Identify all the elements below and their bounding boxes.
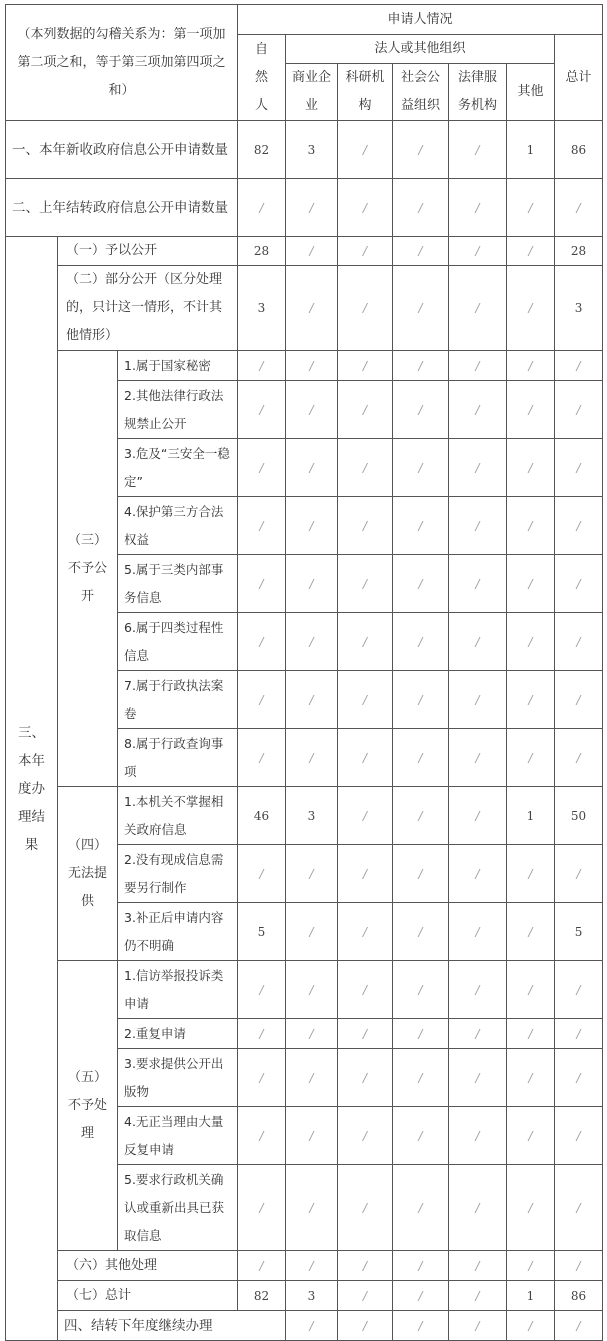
item-not-disclosed-6-label: 6.属于四类过程性信息 bbox=[118, 613, 238, 671]
row-results-total-natural-person-value: 82 bbox=[238, 1281, 286, 1311]
row-new-applications-research-value: / bbox=[338, 121, 393, 179]
row-carried-over-legal-service-value: / bbox=[449, 179, 507, 237]
item-not-processed-4-total-value: / bbox=[555, 1107, 603, 1165]
item-not-disclosed-4-natural-person-value: / bbox=[238, 497, 286, 555]
header-applicant: 申请人情况 bbox=[238, 5, 603, 35]
row-results-total-legal-service-value: / bbox=[449, 1281, 507, 1311]
item-not-disclosed-1-legal-service-value: / bbox=[449, 351, 507, 381]
item-not-processed-3-natural-person-value: / bbox=[238, 1049, 286, 1107]
row-partial-commercial-value: / bbox=[286, 266, 338, 351]
row-results-total-total-value: 86 bbox=[555, 1281, 603, 1311]
item-unable-provide-3-social-value: / bbox=[393, 903, 449, 961]
item-not-disclosed-5-label: 5.属于三类内部事务信息 bbox=[118, 555, 238, 613]
item-not-disclosed-2-legal-service-value: / bbox=[449, 381, 507, 439]
item-not-disclosed-4-total-value: / bbox=[555, 497, 603, 555]
row-carry-forward-label: 四、结转下年度继续办理 bbox=[58, 1311, 286, 1341]
item-not-disclosed-2-research-value: / bbox=[338, 381, 393, 439]
item-not-disclosed-6-legal-service-value: / bbox=[449, 613, 507, 671]
item-unable-provide-2-social-value: / bbox=[393, 845, 449, 903]
item-not-disclosed-5-research-value: / bbox=[338, 555, 393, 613]
item-not-disclosed-8-other-value: / bbox=[507, 729, 555, 787]
row-carried-over-research-value: / bbox=[338, 179, 393, 237]
row-carried-over-other-value: / bbox=[507, 179, 555, 237]
item-not-disclosed-4-label: 4.保护第三方合法权益 bbox=[118, 497, 238, 555]
item-not-disclosed-5-commercial-value: / bbox=[286, 555, 338, 613]
row-partial-social-value: / bbox=[393, 266, 449, 351]
row-carried-over-total-value: / bbox=[555, 179, 603, 237]
item-not-processed-5-label: 5.要求行政机关确认或重新出具已获取信息 bbox=[118, 1165, 238, 1251]
row-disclosed-legal-service-value: / bbox=[449, 237, 507, 266]
item-not-disclosed-6-other-value: / bbox=[507, 613, 555, 671]
item-not-disclosed-7-natural-person-value: / bbox=[238, 671, 286, 729]
item-unable-provide-3-total-value: 5 bbox=[555, 903, 603, 961]
row-disclosed-other-value: / bbox=[507, 237, 555, 266]
row-new-applications-legal-service-value: / bbox=[449, 121, 507, 179]
item-not-processed-4-research-value: / bbox=[338, 1107, 393, 1165]
row-disclosed-total-value: 28 bbox=[555, 237, 603, 266]
item-not-disclosed-7-label: 7.属于行政执法案卷 bbox=[118, 671, 238, 729]
row-other-handling-research-value: / bbox=[338, 1251, 393, 1281]
item-not-disclosed-4-social-value: / bbox=[393, 497, 449, 555]
item-not-processed-2-other-value: / bbox=[507, 1019, 555, 1049]
item-not-disclosed-1-research-value: / bbox=[338, 351, 393, 381]
item-not-disclosed-7-total-value: / bbox=[555, 671, 603, 729]
item-not-disclosed-2-natural-person-value: / bbox=[238, 381, 286, 439]
row-carried-over-label: 二、上年结转政府信息公开申请数量 bbox=[6, 179, 238, 237]
row-results-total-social-value: / bbox=[393, 1281, 449, 1311]
item-not-processed-3-research-value: / bbox=[338, 1049, 393, 1107]
header-legal-service: 法律服务机构 bbox=[449, 64, 507, 121]
item-not-processed-4-other-value: / bbox=[507, 1107, 555, 1165]
row-disclosed-commercial-value: / bbox=[286, 237, 338, 266]
item-not-processed-4-natural-person-value: / bbox=[238, 1107, 286, 1165]
item-not-processed-2-natural-person-value: / bbox=[238, 1019, 286, 1049]
row-disclosed-natural-person-value: 28 bbox=[238, 237, 286, 266]
item-not-disclosed-8-natural-person-value: / bbox=[238, 729, 286, 787]
row-disclosed-research-value: / bbox=[338, 237, 393, 266]
group-unable-provide-label: （四）无法提供 bbox=[58, 787, 118, 961]
row-carried-over-commercial-value: / bbox=[286, 179, 338, 237]
item-not-disclosed-3-research-value: / bbox=[338, 439, 393, 497]
item-unable-provide-3-label: 3.补正后申请内容仍不明确 bbox=[118, 903, 238, 961]
row-new-applications-natural-person-value: 82 bbox=[238, 121, 286, 179]
row-other-handling-natural-person-value: / bbox=[238, 1251, 286, 1281]
row-partial-research-value: / bbox=[338, 266, 393, 351]
item-not-disclosed-5-total-value: / bbox=[555, 555, 603, 613]
item-not-processed-5-legal-service-value: / bbox=[449, 1165, 507, 1251]
item-not-disclosed-7-social-value: / bbox=[393, 671, 449, 729]
group-not-disclosed-label: （三）不予公开 bbox=[58, 351, 118, 787]
item-not-processed-2-commercial-value: / bbox=[286, 1019, 338, 1049]
item-not-disclosed-6-commercial-value: / bbox=[286, 613, 338, 671]
header-note: （本列数据的勾稽关系为：第一项加第二项之和，等于第三项加第四项之和） bbox=[6, 5, 238, 121]
item-not-processed-5-commercial-value: / bbox=[286, 1165, 338, 1251]
item-not-disclosed-3-natural-person-value: / bbox=[238, 439, 286, 497]
row-partial-natural-person-value: 3 bbox=[238, 266, 286, 351]
item-not-processed-1-label: 1.信访举报投诉类申请 bbox=[118, 961, 238, 1019]
item-not-processed-2-legal-service-value: / bbox=[449, 1019, 507, 1049]
row-carry-forward-social-value: / bbox=[449, 1311, 507, 1341]
row-new-applications-label: 一、本年新收政府信息公开申请数量 bbox=[6, 121, 238, 179]
row-new-applications-total-value: 86 bbox=[555, 121, 603, 179]
item-unable-provide-3-legal-service-value: / bbox=[449, 903, 507, 961]
item-unable-provide-2-total-value: / bbox=[555, 845, 603, 903]
item-unable-provide-1-label: 1.本机关不掌握相关政府信息 bbox=[118, 787, 238, 845]
item-not-processed-4-social-value: / bbox=[393, 1107, 449, 1165]
item-not-disclosed-1-natural-person-value: / bbox=[238, 351, 286, 381]
item-not-processed-1-research-value: / bbox=[338, 961, 393, 1019]
header-other: 其他 bbox=[507, 64, 555, 121]
row-results-total-research-value: / bbox=[338, 1281, 393, 1311]
item-not-processed-2-research-value: / bbox=[338, 1019, 393, 1049]
row-results-total-commercial-value: 3 bbox=[286, 1281, 338, 1311]
item-not-processed-3-social-value: / bbox=[393, 1049, 449, 1107]
row-other-handling-legal-service-value: / bbox=[449, 1251, 507, 1281]
item-not-disclosed-7-other-value: / bbox=[507, 671, 555, 729]
row-new-applications-social-value: / bbox=[393, 121, 449, 179]
header-commercial: 商业企业 bbox=[286, 64, 338, 121]
header-research: 科研机构 bbox=[338, 64, 393, 121]
item-not-disclosed-8-legal-service-value: / bbox=[449, 729, 507, 787]
item-not-disclosed-4-other-value: / bbox=[507, 497, 555, 555]
row-carry-forward-commercial-value: / bbox=[338, 1311, 393, 1341]
information-disclosure-table bbox=[5, 4, 603, 1341]
item-not-processed-3-legal-service-value: / bbox=[449, 1049, 507, 1107]
item-not-processed-1-total-value: / bbox=[555, 961, 603, 1019]
item-not-disclosed-7-research-value: / bbox=[338, 671, 393, 729]
item-unable-provide-3-commercial-value: / bbox=[286, 903, 338, 961]
item-unable-provide-1-commercial-value: 3 bbox=[286, 787, 338, 845]
item-unable-provide-1-natural-person-value: 46 bbox=[238, 787, 286, 845]
item-unable-provide-1-research-value: / bbox=[338, 787, 393, 845]
item-not-disclosed-3-commercial-value: / bbox=[286, 439, 338, 497]
row-other-handling-label: （六）其他处理 bbox=[58, 1251, 238, 1281]
row-disclosed-social-value: / bbox=[393, 237, 449, 266]
row-results-total-label: （七）总计 bbox=[58, 1281, 238, 1311]
item-not-processed-2-social-value: / bbox=[393, 1019, 449, 1049]
item-not-processed-5-research-value: / bbox=[338, 1165, 393, 1251]
item-not-processed-5-other-value: / bbox=[507, 1165, 555, 1251]
item-not-disclosed-6-natural-person-value: / bbox=[238, 613, 286, 671]
item-not-disclosed-2-commercial-value: / bbox=[286, 381, 338, 439]
row-partial-total-value: 3 bbox=[555, 266, 603, 351]
row-other-handling-social-value: / bbox=[393, 1251, 449, 1281]
item-not-disclosed-1-social-value: / bbox=[393, 351, 449, 381]
row-carry-forward-natural-person-value: / bbox=[286, 1311, 338, 1341]
header-legal-org: 法人或其他组织 bbox=[286, 35, 555, 64]
item-not-disclosed-5-natural-person-value: / bbox=[238, 555, 286, 613]
item-not-disclosed-4-legal-service-value: / bbox=[449, 497, 507, 555]
item-not-disclosed-2-social-value: / bbox=[393, 381, 449, 439]
item-not-disclosed-8-total-value: / bbox=[555, 729, 603, 787]
header-social: 社会公益组织 bbox=[393, 64, 449, 121]
item-not-disclosed-5-social-value: / bbox=[393, 555, 449, 613]
item-not-processed-2-total-value: / bbox=[555, 1019, 603, 1049]
item-not-disclosed-3-social-value: / bbox=[393, 439, 449, 497]
item-not-disclosed-8-commercial-value: / bbox=[286, 729, 338, 787]
item-not-disclosed-7-commercial-value: / bbox=[286, 671, 338, 729]
header-total: 总计 bbox=[555, 35, 603, 121]
item-not-processed-3-commercial-value: / bbox=[286, 1049, 338, 1107]
item-not-disclosed-7-legal-service-value: / bbox=[449, 671, 507, 729]
item-not-disclosed-1-total-value: / bbox=[555, 351, 603, 381]
row-partial-legal-service-value: / bbox=[449, 266, 507, 351]
item-not-disclosed-2-label: 2.其他法律行政法规禁止公开 bbox=[118, 381, 238, 439]
item-unable-provide-2-research-value: / bbox=[338, 845, 393, 903]
row-partial-label: （二）部分公开（区分处理的，只计这一情形，不计其他情形） bbox=[58, 266, 238, 351]
item-not-processed-1-commercial-value: / bbox=[286, 961, 338, 1019]
item-not-disclosed-5-other-value: / bbox=[507, 555, 555, 613]
item-unable-provide-2-commercial-value: / bbox=[286, 845, 338, 903]
item-not-disclosed-3-total-value: / bbox=[555, 439, 603, 497]
item-unable-provide-1-other-value: 1 bbox=[507, 787, 555, 845]
item-not-processed-1-legal-service-value: / bbox=[449, 961, 507, 1019]
item-not-disclosed-8-social-value: / bbox=[393, 729, 449, 787]
row-other-handling-total-value: / bbox=[555, 1251, 603, 1281]
item-not-processed-5-total-value: / bbox=[555, 1165, 603, 1251]
row-carried-over-social-value: / bbox=[393, 179, 449, 237]
item-not-processed-3-label: 3.要求提供公开出版物 bbox=[118, 1049, 238, 1107]
row-other-handling-commercial-value: / bbox=[286, 1251, 338, 1281]
row-partial-other-value: / bbox=[507, 266, 555, 351]
item-not-processed-3-other-value: / bbox=[507, 1049, 555, 1107]
item-not-disclosed-1-commercial-value: / bbox=[286, 351, 338, 381]
item-not-processed-5-social-value: / bbox=[393, 1165, 449, 1251]
row-new-applications-other-value: 1 bbox=[507, 121, 555, 179]
item-unable-provide-3-other-value: / bbox=[507, 903, 555, 961]
item-not-processed-1-other-value: / bbox=[507, 961, 555, 1019]
group-not-processed-label: （五）不予处理 bbox=[58, 961, 118, 1251]
item-not-processed-1-natural-person-value: / bbox=[238, 961, 286, 1019]
item-unable-provide-1-social-value: / bbox=[393, 787, 449, 845]
row-new-applications-commercial-value: 3 bbox=[286, 121, 338, 179]
item-not-processed-4-label: 4.无正当理由大量反复申请 bbox=[118, 1107, 238, 1165]
item-not-disclosed-6-total-value: / bbox=[555, 613, 603, 671]
item-not-disclosed-8-label: 8.属于行政查询事项 bbox=[118, 729, 238, 787]
item-not-disclosed-3-label: 3.危及“三安全一稳定” bbox=[118, 439, 238, 497]
item-unable-provide-2-label: 2.没有现成信息需要另行制作 bbox=[118, 845, 238, 903]
item-not-processed-1-social-value: / bbox=[393, 961, 449, 1019]
item-not-disclosed-1-label: 1.属于国家秘密 bbox=[118, 351, 238, 381]
item-not-disclosed-1-other-value: / bbox=[507, 351, 555, 381]
item-not-processed-4-legal-service-value: / bbox=[449, 1107, 507, 1165]
item-unable-provide-1-total-value: 50 bbox=[555, 787, 603, 845]
item-unable-provide-2-natural-person-value: / bbox=[238, 845, 286, 903]
item-not-disclosed-6-research-value: / bbox=[338, 613, 393, 671]
item-not-disclosed-4-commercial-value: / bbox=[286, 497, 338, 555]
item-not-processed-3-total-value: / bbox=[555, 1049, 603, 1107]
row-carried-over-natural-person-value: / bbox=[238, 179, 286, 237]
item-not-processed-4-commercial-value: / bbox=[286, 1107, 338, 1165]
header-natural-person: 自然人 bbox=[238, 35, 286, 121]
item-not-disclosed-2-other-value: / bbox=[507, 381, 555, 439]
item-not-disclosed-4-research-value: / bbox=[338, 497, 393, 555]
report-table-wrapper bbox=[5, 4, 603, 1341]
item-unable-provide-2-other-value: / bbox=[507, 845, 555, 903]
row-carry-forward-research-value: / bbox=[393, 1311, 449, 1341]
item-not-processed-2-label: 2.重复申请 bbox=[118, 1019, 238, 1049]
item-unable-provide-3-research-value: / bbox=[338, 903, 393, 961]
row-other-handling-other-value: / bbox=[507, 1251, 555, 1281]
row-disclosed-label: （一）予以公开 bbox=[58, 237, 238, 266]
item-unable-provide-3-natural-person-value: 5 bbox=[238, 903, 286, 961]
item-not-disclosed-5-legal-service-value: / bbox=[449, 555, 507, 613]
row-carry-forward-legal-service-value: / bbox=[507, 1311, 555, 1341]
item-not-disclosed-8-research-value: / bbox=[338, 729, 393, 787]
row-carry-forward-other-value: / bbox=[555, 1311, 603, 1341]
item-not-disclosed-6-social-value: / bbox=[393, 613, 449, 671]
row-results-total-other-value: 1 bbox=[507, 1281, 555, 1311]
section-results-label: 三、本年度办理结果 bbox=[6, 237, 58, 1341]
item-not-processed-5-natural-person-value: / bbox=[238, 1165, 286, 1251]
item-not-disclosed-3-other-value: / bbox=[507, 439, 555, 497]
item-unable-provide-2-legal-service-value: / bbox=[449, 845, 507, 903]
item-not-disclosed-2-total-value: / bbox=[555, 381, 603, 439]
item-unable-provide-1-legal-service-value: / bbox=[449, 787, 507, 845]
item-not-disclosed-3-legal-service-value: / bbox=[449, 439, 507, 497]
